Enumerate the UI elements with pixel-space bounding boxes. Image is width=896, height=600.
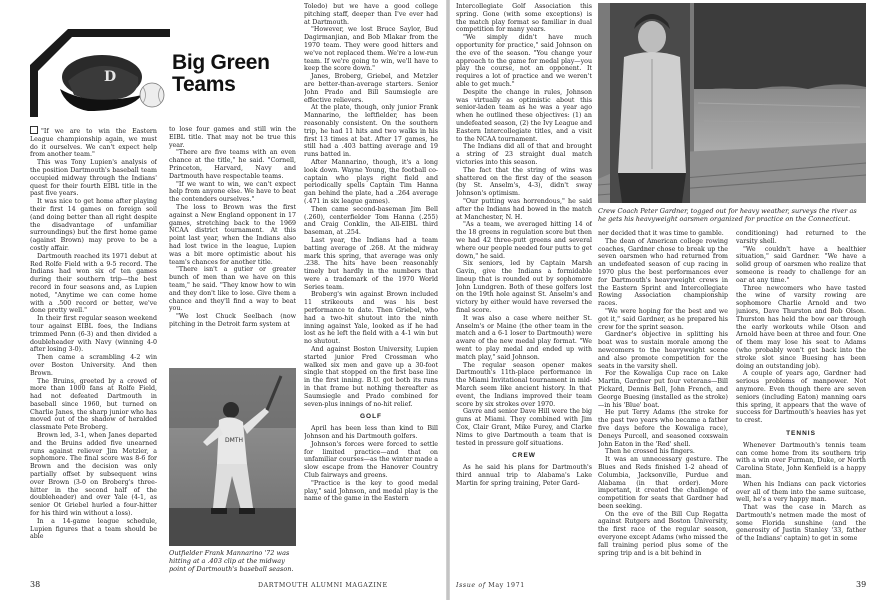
right-running-footer — [456, 582, 525, 589]
left-page-number: 38 — [30, 580, 41, 589]
paragraph: Gavre and senior Dave Hill were the big guns at Miami. They combined with Jim Cox, Clair Grant, Mike Furey, and Clarke Nims to give Dartmouth a team that is tested in pressure golf situations. — [456, 408, 592, 447]
right-col-3 — [736, 230, 866, 578]
paragraph: Johnson's forces were forced to settle for limited practice—and that on unfamiliar courses—as the winter made a slow escape from the Hanover Country Club fairways and greens. — [304, 440, 438, 480]
cap-ball-illustration — [30, 25, 170, 117]
paragraph: "Practice is the key to good medal play," said Johnson, and medal play is the name of the game in the Eastern — [304, 479, 438, 503]
golf-heading: GOLF — [359, 413, 383, 421]
baseball-player-photo — [169, 368, 296, 546]
paragraph: Six seniors, led by Captain Marsh Gavin, give the Indians a formidable lineup that is rounded out by sophomore John Lundgren. Both of these golfers lost on the 19th hole against St. Anselm's and victory by either would have reversed the final score. — [456, 260, 592, 315]
paragraph: to lose four games and still win the EIBL title. That may not be true this year. — [169, 126, 296, 149]
paragraph: ner decided that it was time to gamble. — [598, 230, 724, 237]
paragraph: "Our putting was horrendous," he said after the Indians had bowed in the match at Manchester, N. H. — [456, 197, 592, 221]
paragraph: "We simply didn't have much opportunity for practice," said Johnson on the eve of the season. "You change your approach to the game for medal play—you play the course, not an opponent. It requires a lot of practice and we weren't able to get much." — [456, 34, 592, 88]
paragraph: This was Tony Lupien's analysis of the position Dartmouth's baseball team occupied midway through the Indians' quest for their fourth EIBL title in the past five years. — [30, 159, 157, 198]
paragraph: "We lost Chuck Seelbach (now pitching in the Detroit farm system at — [169, 313, 296, 328]
left-col-1 — [30, 126, 157, 578]
left-col-3 — [304, 3, 438, 578]
paragraph: "If we want to win, we can't expect help from anyone else. We have to beat the contenders ourselves." — [169, 180, 296, 204]
paragraph: It was nice to get home after playing their first 14 games on foreign soil (and doing better than all right despite the disadvantage of unfamiliar surroundings) but the first home game (against Brown) may prove to be a costly affair. — [30, 198, 157, 252]
paragraph: "We were hoping for the best and we got it," said Gardner, as he prepared his crew for the sprint season. — [598, 307, 728, 331]
crew-photo-caption: Crew Coach Peter Gardner, togged out for heavy weather, surveys the river as he gets his heavyweight oarsmen organized for practice on the Connecticut. — [598, 207, 857, 223]
paragraph: "However, we lost Bruce Saylor, Bud Dagirmanjian, and Bob Mlakar from the 1970 team. They were good hitters and we've not replaced them. We're a low-run team. If we're going to win, we'll have to keep the score down." — [304, 26, 438, 73]
paragraph: At the plate, though, only junior Frank Mannarino, the leftfielder, has been reasonably consistent. On the southern trip, he had 11 hits and two walks in his first 13 times at bat. After 17 games, he still had a .403 batting average and 19 runs batted in. — [304, 104, 438, 159]
paragraph: A couple of years ago, Gardner had serious problems of manpower. Not anymore. Even though there are seven seniors (including Eaton) manning oars this spring, it appears that the wave of success for Dartmouth's heavies has yet to crest. — [736, 370, 866, 425]
paragraph: Then came second-baseman Jim Bell (.260), centerfielder Tom Hanna (.255) and Craig Conklin, the All-EIBL third baseman, at .254. — [304, 205, 438, 237]
section-title — [172, 52, 270, 96]
crew-heading: CREW — [512, 452, 536, 460]
paragraph: That was the case in March as Dartmouth's netmen made the most of some Florida sunshine (and the generosity of Justin Stanley '33, father of the Indians' captain) to get in some — [736, 504, 866, 543]
paragraph: conditioning) had returned to the varsity shell. — [736, 230, 866, 245]
svg-text:D: D — [104, 69, 117, 85]
paragraph: Last year, the Indians had a team batting average of .268. At the midway mark this spring, that average was only .238. The hits have been reasonably timely but hardly in the numbers that were a trademark of the 1970 World Series team. — [304, 236, 438, 291]
baseball-player-illustration — [169, 368, 296, 546]
left-col-2 — [169, 126, 296, 364]
paragraph: And against Boston University, Lupien started junior Fred Crossman who walked six men and gave up a 30-foot single that stopped on the first base line in the first inning. B.U. got both its runs in that frame but nothing thereafter as Saumsiegle and Prado combined for seven-plus innings of no-hit relief. — [304, 346, 438, 408]
crew-coach-photo — [598, 3, 866, 203]
paragraph: Janes, Broberg, Griebel, and Metzler are better-than-average starters. Senior John Prado and Bill Saumsiegle are effective relievers. — [304, 73, 438, 104]
paragraph: Three newcomers who have tasted the wine of varsity rowing are sophomore Charlie Arnold and two juniors, Dave Thurston and Bob Olson. Thurston has held the bow oar through the early workouts while Olson and Arnold have been at three and four. One of them may lose his seat to Adams (who probably won't get back into the stroke slot since Buesing has been doing an outstanding job). — [736, 284, 866, 370]
paragraph: It was an unnecessary gesture. The Blues and Reds finished 1-2 ahead of Columbia, Jacksonville, Purdue and Alabama (in that order). More important, it created the challenge of competition for seats that Gardner had been seeking. — [598, 456, 728, 510]
paragraph: For the Kowaliga Cup race on Lake Martin, Gardner put four veterans—Bill Pickard, Dennis Bell, John French, and George Buesing (installed as the stroke)—in his 'Blue' boat. — [598, 370, 728, 409]
paragraph: The Bruins, greeted by a crowd of more than 1000 fans at Rolfe Field, had not defeated Dartmouth in baseball since 1960, but turned on Charlie Janes, the sharp junior who has moved out of the shadow of heralded classmate Pete Broberg. — [30, 377, 157, 432]
header-cap-ball-photo — [30, 25, 170, 117]
issue-label: Issue of — [456, 582, 486, 589]
paragraph: On the eve of the Bill Cup Regatta against Rutgers and Boston University, the first race of the regular season, everyone except Adams (who missed the fall training period plus some of the spring trip and is a bit behind in — [598, 510, 728, 557]
paragraph: When his Indians can pack victories over all of them into the same suitcase, well, he's a very happy man. — [736, 480, 866, 504]
paragraph: The fact that the string of wins was shattered on the first day of the season (by St. Anselm's, 4-3), didn't sway Johnson's optimism. — [456, 166, 592, 198]
svg-text:DMTH: DMTH — [225, 437, 243, 444]
paragraph: The regular season opener makes Dartmouth's 11th-place performance in the Miami Invitational tournament in mid-March seem like ancient history. In that event, the Indians improved their team score by six strokes over 1970. — [456, 361, 592, 408]
paragraph: Gardner's objective in splitting his boat was to sustain morale among the newcomers to the heavyweight scene and also promote competition for the seats in the varsity shell. — [598, 331, 728, 370]
paragraph: It was also a case where neither St. Anselm's or Maine (the other team in the match and a 6-1 loser to Dartmouth) were aware of the new medal play format. "We went to play medal and ended up with match play," said Johnson. — [456, 314, 592, 361]
paragraph: Dartmouth reached its 1971 debut at Red Rolfe Field with a 9-5 record. The Indians had won six of ten games during their southern trip—the best record in four seasons and, as Lupien noted, "Anytime we can come home with a .500 record or better, we've done pretty well." — [30, 252, 157, 315]
paragraph: The loss to Brown was the first against a New England opponent in 17 games, stretching back to the 1969 NCAA district tournament. At this point last year, when the Indians also had lost twice in the league, Lupien was a bit more optimistic about his team's chances for another title. — [169, 203, 296, 266]
paragraph: Despite the change in rules, Johnson was virtually as optimistic about this senior-laden team as he was a year ago when he outlined these objectives: (1) an undefeated season, (2) the Ivy League and Eastern Intercollegiate titles, and a visit to the NCAA tournament. — [456, 88, 592, 143]
paragraph: The dean of American college rowing coaches, Gardner chose to break up the seven oarsmen who had returned from an undefeated season of cup racing in 1970 plus the best performances ever for Dartmouth's heavyweight crews in the Eastern Sprint and Intercollegiate Rowing Association championship races. — [598, 237, 728, 308]
right-col-2 — [598, 230, 728, 578]
issue-date: May 1971 — [488, 582, 525, 589]
section-title-line2: Teams — [172, 73, 236, 96]
paragraph: The Indians did all of that and brought a string of 23 straight dual match victories into this season. — [456, 143, 592, 166]
spine-gutter — [446, 0, 450, 600]
tennis-heading: TENNIS — [786, 429, 816, 437]
paragraph: Toledo) but we have a good college pitching staff, deeper than I've ever had at Dartmouth. — [304, 3, 438, 26]
paragraph: April has been less than kind to Bill Johnson and his Dartmouth golfers. — [304, 425, 438, 441]
crew-coach-illustration — [598, 3, 866, 203]
left-running-footer: DARTMOUTH ALUMNI MAGAZINE — [258, 582, 388, 589]
paragraph: Brown led, 3-1, when Janes departed and the Bruins added five unearned runs against reliever Jim Metzler, a sophomore. The final score was 8-6 for Brown and the decision was only partially offset by subsequent wins over Brown (3-0 on Broberg's three-hitter in the second half of the doubleheader) and over Yale (4-1, as senior Ot Griebel hurled a four-hitter for his third win without a loss). — [30, 432, 157, 518]
paragraph: "There isn't a gutier or greater bunch of men than we have on this team," he said. "They know how to win and they don't like to lose. Give them a chance and they'll find a way to beat you. — [169, 266, 296, 313]
paragraph: "As a team, we averaged hitting 14 of the 18 greens in regulation score but then we had 42 three-putt greens and several where our people needed four putts to get down," he said. — [456, 221, 592, 260]
right-col-1 — [456, 3, 592, 578]
right-page-number: 39 — [856, 580, 867, 589]
paragraph: Broberg's win against Brown included 11 strikeouts and was his best performance to date. Then Griebel, who had a two-hit shutout into the ninth inning against Yale, looked as if he had lost as he left the field with a 4-1 win but no shutout. — [304, 291, 438, 346]
paragraph: He put Terry Adams (the stroke for the past two years who became a father five days before the Kowaliga race), Deneys Purcell, and seasoned coxswain John Eaton in the 'Red' shell. — [598, 409, 728, 448]
paragraph: In a 14-game league schedule, Lupien figures that a team should be able — [30, 517, 157, 541]
section-bullet-icon — [30, 126, 38, 134]
paragraph: Then came a scrambling 4-2 win over Boston University. And then Brown. — [30, 354, 157, 377]
paragraph: Then he crossed his fingers. — [605, 448, 695, 456]
paragraph: "If we are to win the Eastern League championship again, we must do it ourselves. We can't expect help from another team." — [30, 128, 157, 159]
section-title-line1: Big Green — [172, 51, 270, 74]
paragraph: "We couldn't have a healthier situation," said Gardner. "We have a solid group of oarsmen who realize that someone is ready to challenge for an oar at any time." — [736, 245, 866, 284]
paragraph: After Mannarino, though, it's a long look down. Wayne Young, the football co-captain who plays right field and periodically spells Captain Tim Hanna gan behind the plate, had a .264 average (.471 in six league games). — [304, 158, 438, 205]
baseball-photo-caption: Outfielder Frank Mannarino '72 was hitting at a .403 clip at the midway point of Dartmouth's baseball season. — [169, 549, 294, 573]
paragraph: As he said his plans for Dartmouth's third annual trip to Alabama's Lake Martin for spring training, Peter Gard- — [456, 464, 592, 487]
paragraph: In their first regular season weekend tour against EIBL foes, the Indians trimmed Penn (6-3) and then divided a doubleheader with Navy (winning 4-0 after losing 3-0). — [30, 315, 157, 354]
paragraph: "There are five teams with an even chance at the title," he said. "Cornell, Princeton, Harvard, Navy and Dartmouth have respectable teams. — [169, 149, 296, 180]
paragraph: Intercollegiate Golf Association this spring. Gone (with some exceptions) is the match play format so familiar in dual competition for many years. — [456, 3, 592, 34]
paragraph: Whenever Dartmouth's tennis team can come home from its southern trip with a win over Furman, Duke, or North Carolina State, John Kenfield is a happy man. — [736, 441, 866, 480]
